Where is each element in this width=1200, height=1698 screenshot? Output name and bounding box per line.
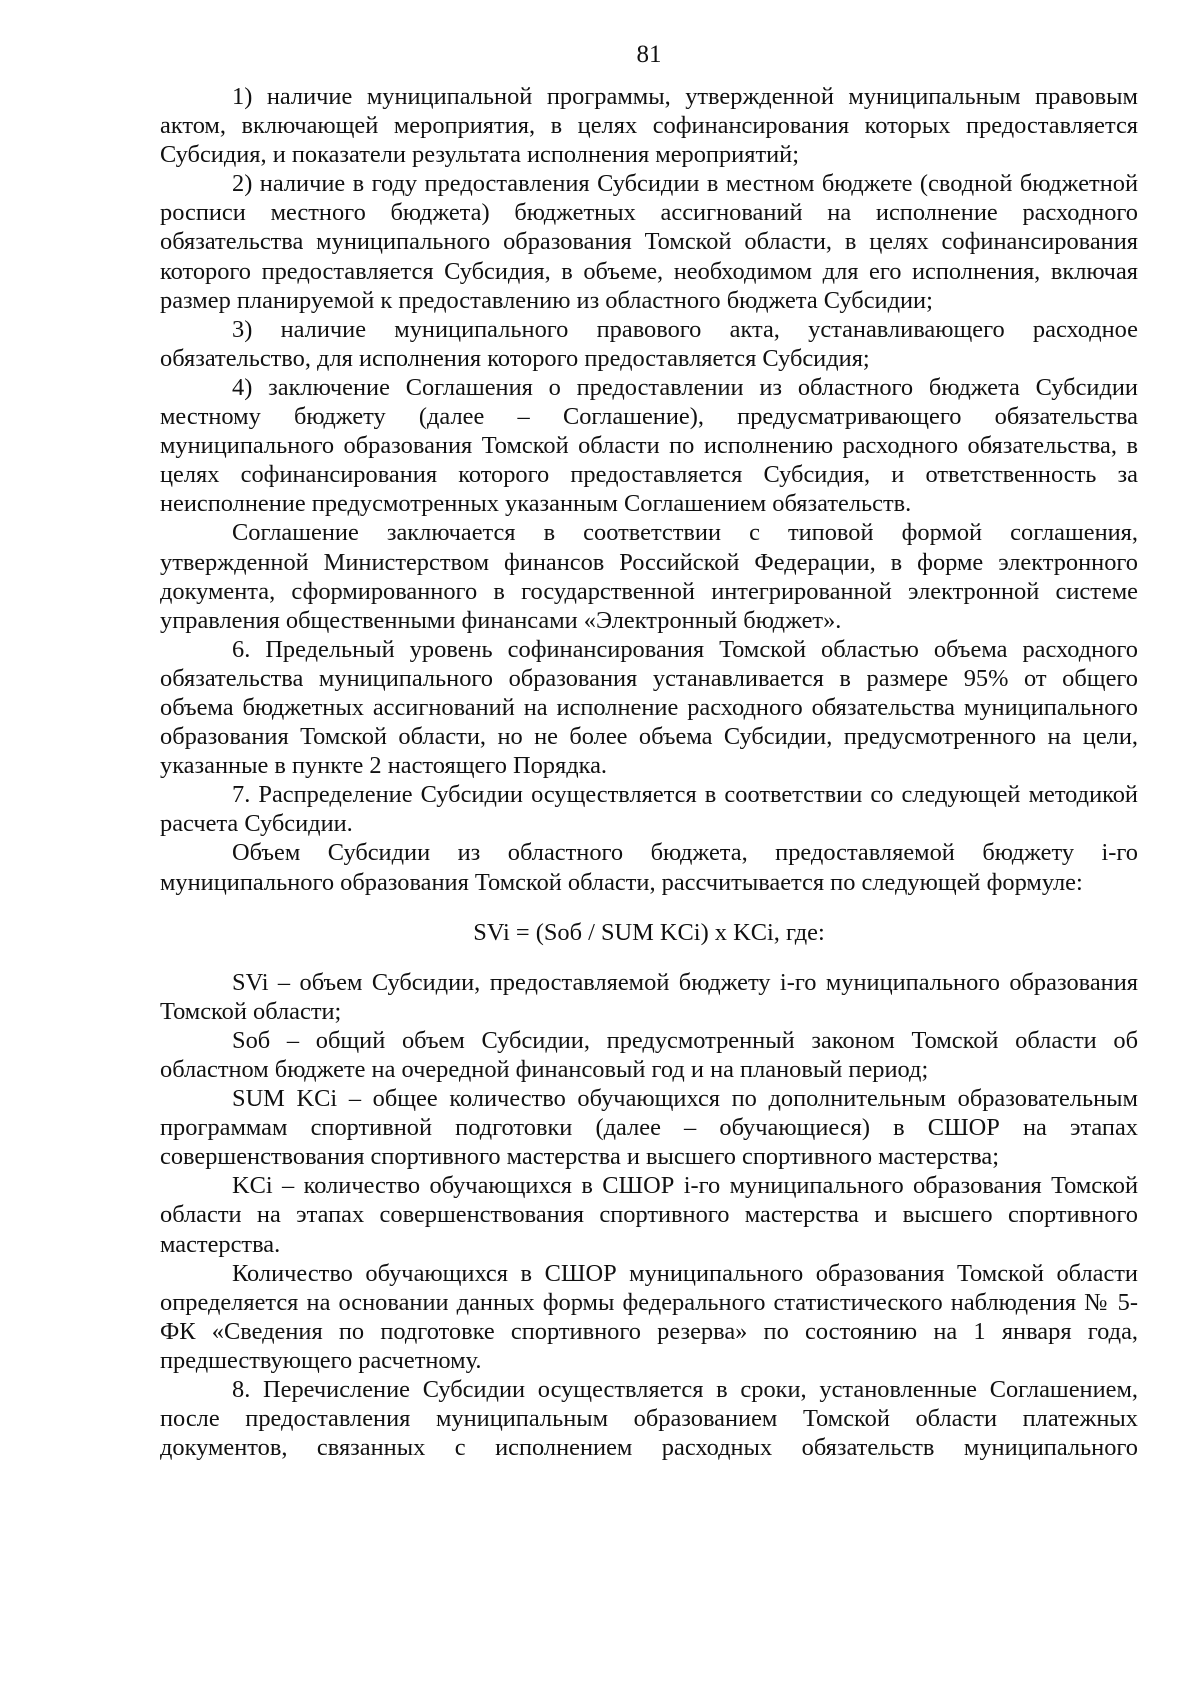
paragraph-subsidy-volume: Объем Субсидии из областного бюджета, предоставляемой бюджету i-го муниципального образования Томской области, рассчитывается по следующей формуле:: [160, 839, 1138, 896]
paragraph-item-2: 2) наличие в году предоставления Субсидии в местном бюджете (сводной бюджетной росписи местного бюджета) бюджетных ассигнований на исполнение расходного обязательства муниципального образования Томской области, в целях софинансирования которого предоставляется Субсидия, в объеме, необходимом для его исполнения, включая размер планируемой к предоставлению из областного бюджета Субсидии;: [160, 170, 1138, 314]
paragraph-item-4: 4) заключение Соглашения о предоставлении из областного бюджета Субсидии местному бюджету (далее – Соглашение), предусматривающего обязательства муниципального образования Томской области по исполнению расходного обязательства, в целях софинансирования которого предоставляется Субсидия, и ответственность за неисполнение предусмотренных указанным Соглашением обязательств.: [160, 373, 1138, 518]
paragraph-clause-8: 8. Перечисление Субсидии осуществляется в сроки, установленные Соглашением, после предоставления муниципальным образованием Томской области платежных документов, связанных с исполнением расходных обязательств муниципального: [160, 1376, 1138, 1462]
paragraph-agreement-form: Соглашение заключается в соответствии с типовой формой соглашения, утвержденной Министерством финансов Российской Федерации, в форме электронного документа, сформированного в государственной интегрированной электронной системе управления общественными финансами «Электронный бюджет».: [160, 519, 1138, 634]
paragraph-def-sum-kci: SUM KCi – общее количество обучающихся по дополнительным образовательным программам спортивной подготовки (далее – обучающиеся) в СШОР на этапах совершенствования спортивного мастерства и высшего спортивного мастерства;: [160, 1085, 1138, 1171]
paragraph-clause-7: 7. Распределение Субсидии осуществляется в соответствии со следующей методикой расчета Субсидии.: [160, 781, 1138, 838]
paragraph-def-svi: SVi – объем Субсидии, предоставляемой бюджету i-го муниципального образования Томской области;: [160, 968, 1138, 1025]
paragraph-def-kci: KCi – количество обучающихся в СШОР i-го муниципального образования Томской области на этапах совершенствования спортивного мастерства и высшего спортивного мастерства.: [160, 1172, 1138, 1258]
paragraph-students-count: Количество обучающихся в СШОР муниципального образования Томской области определяется на основании данных формы федерального статистического наблюдения № 5-ФК «Сведения по подготовке спортивного резерва» по состоянию на 1 января года, предшествующего расчетному.: [160, 1259, 1138, 1374]
page-number: 81: [636, 41, 662, 68]
paragraph-clause-6: 6. Предельный уровень софинансирования Томской областью объема расходного обязательства муниципального образования устанавливается в размере 95% от общего объема бюджетных ассигнований на исполнение расходного обязательства муниципального образования Томской области, но не более объема Субсидии, предусмотренного на цели, указанные в пункте 2 настоящего Порядка.: [160, 635, 1138, 780]
paragraph-item-1: 1) наличие муниципальной программы, утвержденной муниципальным правовым актом, включающей мероприятия, в целях софинансирования которых предоставляется Субсидия, и показатели результата исполнения мероприятий;: [160, 83, 1138, 169]
subsidy-formula: SVi = (Sоб / SUM KCi) x KCi, где:: [473, 918, 825, 946]
paragraph-item-3: 3) наличие муниципального правового акта, устанавливающего расходное обязательство, для исполнения которого предоставляется Субсидия;: [160, 315, 1138, 372]
paragraph-def-sob: Sоб – общий объем Субсидии, предусмотренный законом Томской области об областном бюджете на очередной финансовый год и на плановый период;: [160, 1026, 1138, 1083]
document-page: [160, 40, 1138, 1462]
